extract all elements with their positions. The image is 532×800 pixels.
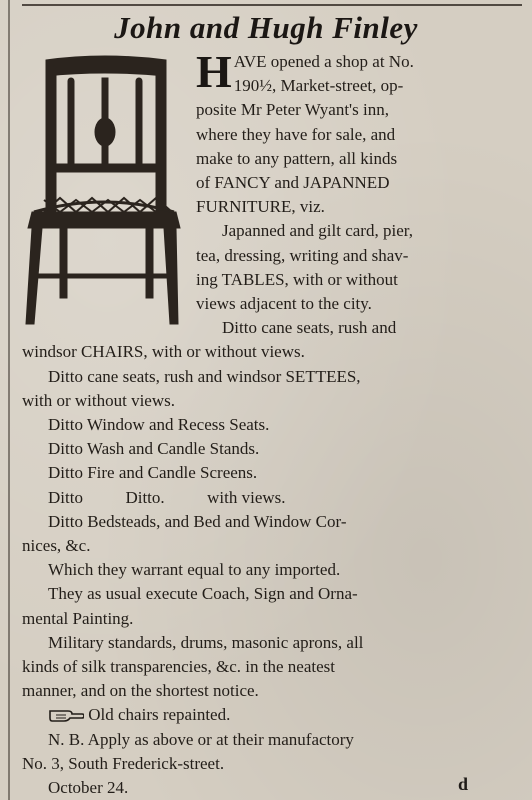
- body-line: FURNITURE, viz.: [196, 197, 325, 217]
- top-rule: [22, 4, 522, 6]
- body-line: They as usual execute Coach, Sign and Orna-: [48, 584, 358, 604]
- body-line: Ditto Wash and Candle Stands.: [48, 439, 260, 459]
- body-line: manner, and on the shortest notice.: [22, 681, 259, 701]
- body-line: Ditto Window and Recess Seats.: [48, 415, 270, 435]
- body-line: Which they warrant equal to any imported.: [48, 560, 341, 580]
- body-line: with or without views.: [22, 390, 175, 410]
- nb-line: N. B. Apply as above or at their manufactory: [48, 729, 354, 749]
- pointing-hand-icon: [48, 706, 84, 722]
- body-line: ing TABLES, with or without: [196, 269, 398, 289]
- body-line: Ditto Bedsteads, and Bed and Window Cor-: [48, 511, 347, 531]
- corner-mark: d: [457, 774, 468, 794]
- body-line: Ditto cane seats, rush and: [222, 318, 397, 338]
- advert-body: [22, 46, 508, 800]
- body-line: mental Painting.: [22, 608, 134, 628]
- body-line: windsor CHAIRS, with or without views.: [22, 342, 305, 362]
- nb-line: No. 3, South Frederick-street.: [22, 753, 225, 773]
- body-line: Ditto Fire and Candle Screens.: [48, 463, 258, 483]
- left-column-rule: [8, 0, 10, 800]
- drop-cap: H: [196, 46, 232, 97]
- body-line: 190½, Market-street, op-: [233, 76, 404, 96]
- body-line: tea, dressing, writing and shav-: [196, 245, 409, 265]
- body-line: where they have for sale, and: [196, 124, 396, 144]
- repaint-line: [22, 703, 508, 727]
- body-line: AVE opened a shop at No.: [233, 52, 414, 71]
- body-line: of FANCY and JAPANNED: [196, 173, 390, 193]
- body-line: posite Mr Peter Wyant's inn,: [196, 100, 389, 120]
- body-line: Military standards, drums, masonic aprons, all: [48, 632, 364, 652]
- body-line: make to any pattern, all kinds: [196, 148, 398, 168]
- body-line: kinds of silk transparencies, &c. in the neatest: [22, 657, 335, 677]
- body-line: Japanned and gilt card, pier,: [222, 221, 413, 241]
- body-line: nices, &c.: [22, 536, 91, 556]
- body-line: views adjacent to the city.: [196, 294, 372, 314]
- advert-title: John and Hugh Finley: [114, 10, 418, 45]
- body-line: Ditto cane seats, rush and windsor SETTEES,: [48, 366, 361, 386]
- repaint-note: Old chairs repainted.: [88, 705, 231, 725]
- date-line: October 24.: [48, 778, 129, 798]
- body-line: Ditto Ditto. with views.: [48, 487, 286, 507]
